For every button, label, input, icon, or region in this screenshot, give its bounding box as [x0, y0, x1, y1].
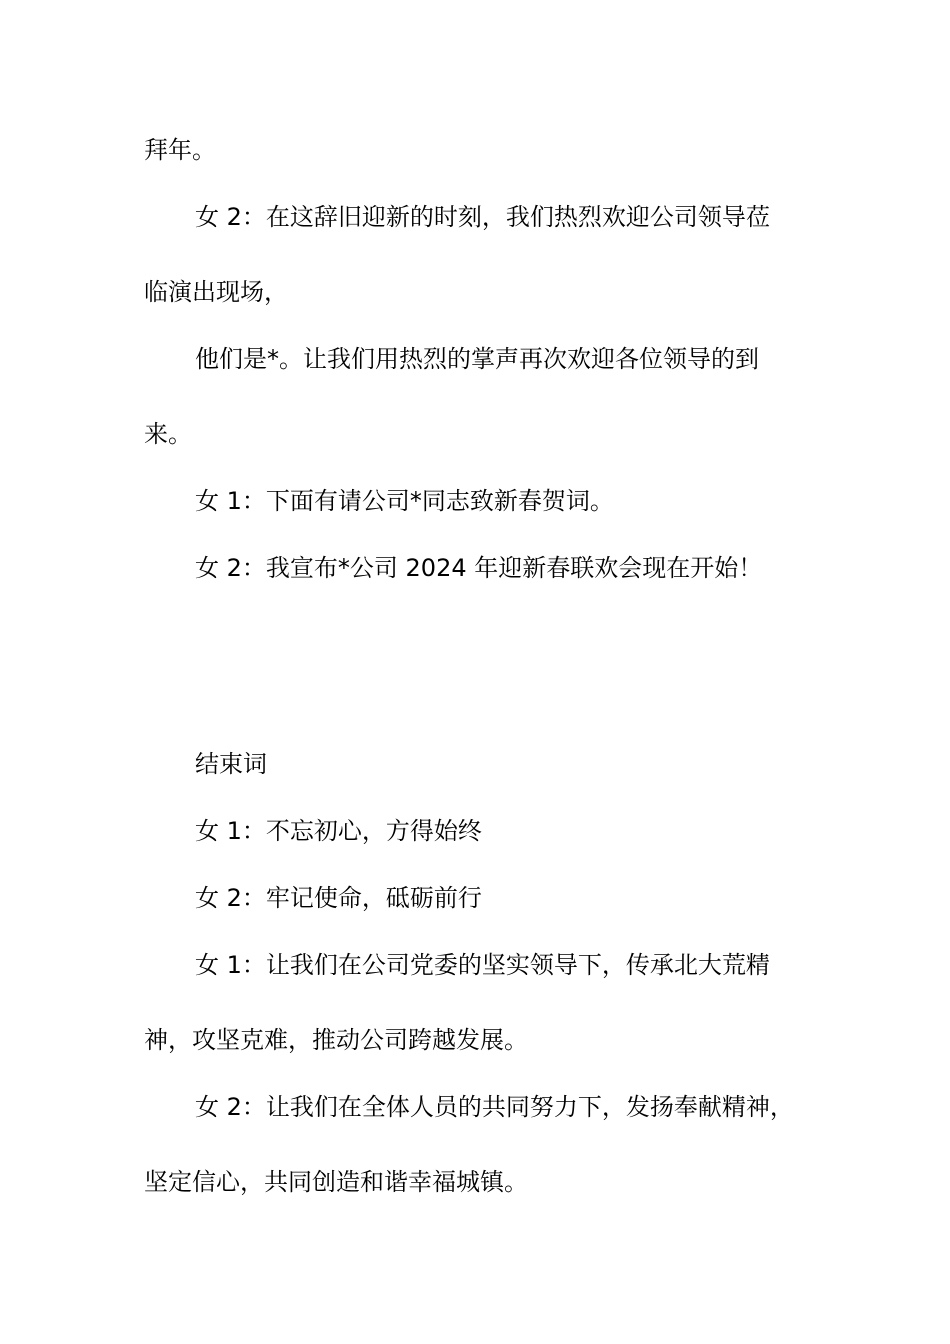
paragraph-line: 临演出现场，	[144, 278, 288, 306]
paragraph-line: 女 1：下面有请公司*同志致新春贺词。	[195, 487, 614, 515]
paragraph-line: 女 1：让我们在公司党委的坚实领导下，传承北大荒精	[195, 951, 770, 979]
paragraph-line: 坚定信心，共同创造和谐幸福城镇。	[144, 1168, 528, 1196]
paragraph-line: 女 2：牢记使命，砥砺前行	[195, 884, 482, 912]
paragraph-line: 女 2：在这辞旧迎新的时刻，我们热烈欢迎公司领导莅	[195, 203, 770, 231]
paragraph-line: 女 2：让我们在全体人员的共同努力下，发扬奉献精神，	[195, 1093, 794, 1121]
paragraph-line: 他们是*。让我们用热烈的掌声再次欢迎各位领导的到	[195, 345, 759, 373]
paragraph-line: 拜年。	[144, 136, 216, 164]
paragraph-line: 来。	[144, 420, 192, 448]
paragraph-line: 女 1：不忘初心，方得始终	[195, 817, 482, 845]
section-heading: 结束词	[195, 750, 267, 778]
paragraph-line: 神，攻坚克难，推动公司跨越发展。	[144, 1026, 528, 1054]
paragraph-line: 女 2：我宣布*公司 2024 年迎新春联欢会现在开始！	[195, 554, 763, 582]
